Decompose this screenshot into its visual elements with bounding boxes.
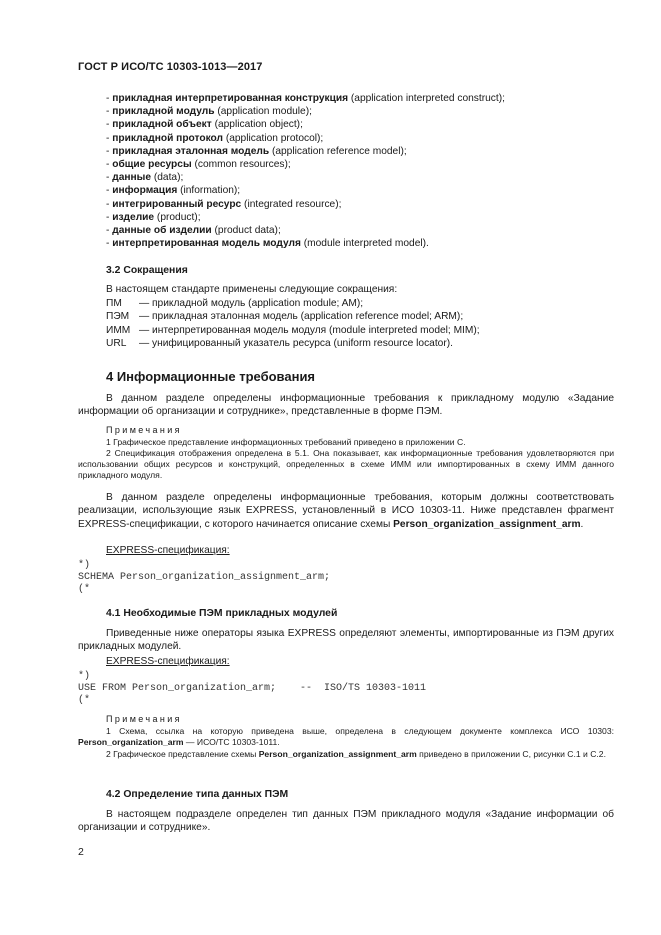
term-translation: (module interpreted model). — [300, 238, 429, 250]
notes-title: Примечания — [106, 425, 182, 435]
term-dash: - — [106, 172, 113, 184]
term-name: прикладная эталонная модель — [112, 145, 270, 157]
section-3-2-heading: 3.2 Сокращения — [106, 265, 188, 276]
abbreviation-key: ПМ — [106, 298, 122, 309]
term-name: интерпретированная модель модуля — [112, 238, 301, 250]
term-name: информация — [112, 185, 178, 197]
section-4-paragraph-2-end: . — [580, 518, 584, 530]
note-2-1-text: 1 Схема, ссылка на которую приведена выше, определена в следующем документе комплекса ИСО 10303: — [106, 726, 614, 736]
section-4-1-heading: 4.1 Необходимые ПЭМ прикладных модулей — [106, 608, 338, 619]
express-code-block-1: *) SCHEMA Person_organization_assignment_arm; (* — [78, 560, 331, 595]
schema-name: Person_organization_assignment_arm — [393, 518, 581, 530]
express-code-block-2: *) USE FROM Person_organization_arm; -- ISO/TS 10303-1011 (* — [78, 671, 427, 706]
term-dash: - — [106, 93, 113, 104]
term-name: прикладная интерпретированная конструкция — [112, 93, 349, 104]
section-4-2-heading: 4.2 Определение типа данных ПЭМ — [106, 789, 289, 800]
abbreviation-value: — унифицированный указатель ресурса (uniform resource locator). — [139, 338, 453, 350]
abbreviation-key: URL — [106, 338, 127, 350]
abbreviation-value: — интерпретированная модель модуля (module interpreted model; MIM); — [139, 324, 480, 336]
term-translation: (integrated resource); — [241, 198, 342, 210]
section-4-paragraph-1-text: В данном разделе определены информационные требования к прикладному модулю «Задание информации об организации и сотруднике», представленные в форме ПЭМ. — [78, 393, 614, 418]
term-translation: (common resources); — [191, 159, 291, 171]
terms-list — [106, 92, 626, 250]
term-name: данные — [112, 172, 152, 184]
term-dash: - — [106, 185, 113, 197]
term-item — [106, 237, 626, 250]
term-dash: - — [106, 238, 113, 250]
note-2 — [78, 448, 614, 482]
term-translation: (data); — [151, 172, 184, 184]
term-name: интегрированный ресурс — [112, 198, 242, 210]
section-4-2-paragraph — [78, 808, 614, 835]
term-item — [106, 145, 626, 158]
term-dash: - — [106, 211, 113, 223]
term-translation: (product); — [154, 211, 201, 223]
note-2-2-text: 2 Графическое представление схемы — [106, 749, 259, 759]
term-dash: - — [106, 106, 113, 118]
term-item — [106, 198, 626, 211]
abbreviation-item — [106, 297, 626, 310]
term-name: общие ресурсы — [112, 159, 192, 171]
term-name: прикладной протокол — [112, 132, 223, 144]
section-4-1-paragraph — [78, 627, 614, 654]
term-translation: (application reference model); — [269, 145, 407, 157]
note-2-2-schema: Person_organization_assignment_arm — [258, 749, 417, 759]
term-name: прикладной модуль — [112, 106, 215, 118]
term-translation: (product data); — [211, 225, 281, 237]
document-header: ГОСТ Р ИСО/ТС 10303-1013—2017 — [78, 61, 263, 73]
term-item — [106, 92, 626, 105]
page-number: 2 — [78, 846, 84, 858]
term-item — [106, 211, 626, 224]
term-item — [106, 132, 626, 145]
term-name: прикладной объект — [112, 119, 212, 131]
express-spec-label-1: EXPRESS-спецификация: — [106, 545, 230, 556]
notes-title-2: Примечания — [106, 714, 182, 724]
term-item — [106, 158, 626, 171]
section-4-2-paragraph-text: В настоящем подразделе определен тип данных ПЭМ прикладного модуля «Задание информации об организации и сотруднике». — [78, 809, 614, 834]
term-translation: (application object); — [211, 119, 303, 131]
term-dash: - — [106, 159, 113, 171]
note-1 — [78, 437, 614, 448]
section-4-1-paragraph-text: Приведенные ниже операторы языка EXPRESS определяют элементы, импортированные из ПЭМ других прикладных модулей. — [78, 628, 614, 653]
term-dash: - — [106, 145, 113, 157]
term-name: изделие — [112, 211, 155, 223]
note-2-1-schema: Person_organization_arm — [78, 737, 184, 748]
term-item — [106, 171, 626, 184]
term-dash: - — [106, 132, 113, 144]
note-2-text: 2 Спецификация отображения определена в 5.1. Она показывает, как информационные требования удовлетворяются при использовании общих ресурсов и конструкций, определенных в схеме ИММ или импортированных в схему ИММ данного прикладного модуля. — [78, 448, 614, 481]
abbreviation-item — [106, 337, 626, 350]
term-dash: - — [106, 198, 113, 210]
note-2-1 — [78, 726, 614, 748]
abbreviation-value: — прикладной модуль (application module; AM); — [139, 298, 364, 309]
term-item — [106, 184, 626, 197]
section-4-paragraph-2-text: В данном разделе определены информационные требования, которым должны соответствовать реализации, использующие язык EXPRESS, установленный в ИСО 10303-11. Ниже представлен фрагмент EXPRESS-спецификации, с которого начинается описание схемы — [78, 492, 614, 530]
note-2-1-end: — ИСО/ТС 10303-1011. — [183, 737, 280, 748]
abbreviation-item — [106, 310, 626, 323]
abbreviations-intro: В настоящем стандарте применены следующие сокращения: — [106, 284, 398, 295]
term-translation: (application protocol); — [223, 132, 324, 144]
term-item — [106, 105, 626, 118]
abbreviation-key: ИММ — [106, 324, 131, 336]
term-item — [106, 224, 626, 237]
term-name: данные об изделии — [112, 225, 212, 237]
abbreviations-list — [106, 297, 626, 351]
term-translation: (application interpreted construct); — [348, 93, 505, 104]
term-translation: (application module); — [214, 106, 312, 118]
express-spec-label-2: EXPRESS-спецификация: — [106, 656, 230, 667]
abbreviation-key: ПЭМ — [106, 311, 130, 323]
term-dash: - — [106, 225, 113, 237]
note-2-2-end: приведено в приложении С, рисунки С.1 и С.2. — [416, 749, 606, 759]
note-2-2 — [78, 749, 614, 760]
term-item — [106, 118, 626, 131]
abbreviation-item — [106, 324, 626, 337]
section-4-heading: 4 Информационные требования — [106, 369, 316, 384]
note-1-text: 1 Графическое представление информационных требований приведено в приложении С. — [106, 437, 466, 447]
section-4-paragraph-2 — [78, 491, 614, 531]
abbreviation-value: — прикладная эталонная модель (application reference model; ARM); — [139, 311, 464, 323]
term-translation: (information); — [177, 185, 241, 197]
term-dash: - — [106, 119, 113, 131]
section-4-paragraph-1 — [78, 392, 614, 419]
